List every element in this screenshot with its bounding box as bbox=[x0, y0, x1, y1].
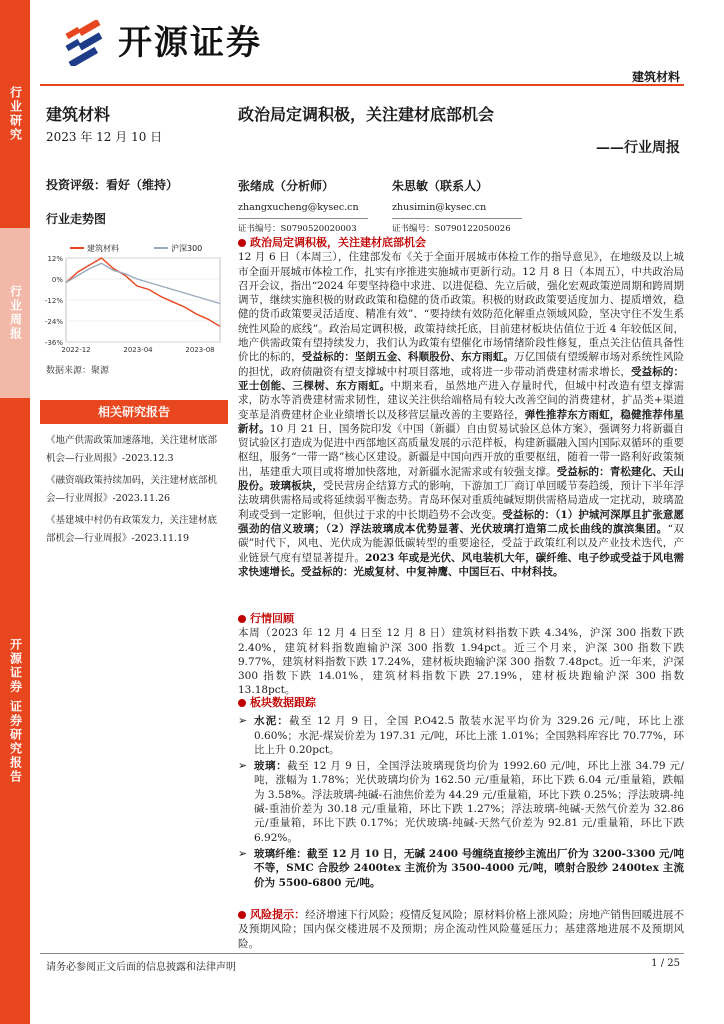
series-line-1 bbox=[66, 263, 220, 303]
analyst-email[interactable]: zhusimin@kysec.cn bbox=[392, 202, 487, 213]
footer-disclaimer: 请务必参阅正文后面的信息披露和法律声明 bbox=[46, 962, 236, 973]
section-heading: 政治局定调积极，关注建材底部机会 bbox=[238, 236, 684, 250]
kysec-logo-icon bbox=[64, 20, 108, 66]
section-heading: 板块数据跟踪 bbox=[238, 696, 684, 710]
section-view bbox=[238, 236, 684, 579]
page-number: 1 / 25 bbox=[651, 958, 680, 969]
related-report-item[interactable]: 《基建城中村仍有政策发力，关注建材底部机会—行业周报》-2023.11.19 bbox=[46, 515, 218, 544]
side-band-top bbox=[0, 0, 30, 228]
side-label-middle: 行业周报 bbox=[8, 285, 23, 341]
analyst-2 bbox=[392, 178, 522, 238]
section-heading: 行情回顾 bbox=[238, 612, 684, 626]
y-tick-label: 12% bbox=[47, 255, 63, 263]
side-label-top: 行业研究 bbox=[8, 86, 23, 142]
bullet-dot-icon bbox=[238, 239, 246, 247]
section-body: 本周（2023 年 12 月 4 日至 12 月 8 日）建筑材料指数下跌 4.34%，沪深 300 指数下跌 2.40%，建筑材料指数跑输沪深 300 指数 1.94pct。近三个月来，沪深 300 指数下跌 9.77%，建筑材料指数下跌 17.24%，建材板块跑输沪深 300 指数 7.48pct。近一年来，沪深 300 指数下跌 14.01%，建筑材料指数下跌 27.19%，建材板块跑输沪深 300 指数 13.18pct。 bbox=[238, 627, 684, 697]
y-tick-label: -36% bbox=[44, 339, 63, 347]
trend-title: 行业走势图 bbox=[46, 212, 107, 226]
trend-chart bbox=[40, 238, 228, 358]
bullet-dot-icon bbox=[238, 911, 246, 919]
x-tick-label: 2023-04 bbox=[123, 346, 153, 354]
section-body: 12 月 6 日（本周三），住建部发布《关于全面开展城市体检工作的指导意见》，在地级及以上城市全面开展城市体检工作，扎实有序推进实施城市更新行动。12 月 8 日（本周五），中共政治局召开会议，指出“2024 年要坚持稳中求进、以进促稳、先立后破，强化宏观政策逆周期和跨周期调节，继续实施积极的财政政策和稳健的货币政策。积极的财政政策要适度加力、提质增效，稳健的货币政策要灵活适度、精准有效”、“要持续有效防范化解重点领域风险，坚决守住不发生系统性风险的底线”。政治局定调积极，政策持续托底，目前建材板块估值位于近 4 年较低区间，地产供需政策有望持续发力，我们认为政策有望催化市场情绪阶段性修复，重点关注估值具备性价比的标的，受益标的：坚朗五金、科顺股份、东方雨虹。万亿国债有望缓解市场对系统性风险的担忧，政府债融资有望支撑城中村项目落地，或将进一步带动消费建材需求增长，受益标的：亚士创能、三棵树、东方雨虹。中期来看，虽然地产进入存量时代，但城中村改造有望支撑需求，防水等消费建材需求韧性，建议关注供给端格局有较大改善空间的消费建材，扩品类+渠道变革是消费建材企业业绩增长以及移营层量改善的主要路径，弹性推荐东方雨虹，稳健推荐伟星新材。10 月 21 日，国务院印发《中国（新疆）自由贸易试验区总体方案》，强调努力将新疆自贸试验区打造成为促进中西部地区高质量发展的示范样板，构建新疆融入国内国际双循环的重要枢纽，服务“一带一路”核心区建设。新疆是中国向西开放的重要枢纽，随着一带一路利好政策频出，基建重大项目或将增加快落地，对新疆水泥需求或有较强支撑。受益标的：青松建化、天山股份。玻璃板块，受民营房企结算方式的影响，下游加工厂商订单回暖节奏趋缓，预计下半年浮法玻璃供需格局或将延续弱平衡态势。青岛环保对重质纯碱短期供需格局造成一定扰动，玻璃盈利或受到一定影响，但供过于求的中长期趋势不会改变。受益标的：（1）护城河深厚且扩张意愿强劲的信义玻璃；（2）浮法玻璃成本优势显著、光伏玻璃打造第二成长曲线的旗滨集团。“双碳”时代下，风电、光伏成为能源低碳转型的重要途径，受益于政策红利以及产业技术迭代，产业链景气度有望显著提升。2023 年或是光伏、风电装机大年，碳纤维、电子纱或受益于风电需求快速增长。受益标的：光威复材、中复神鹰、中国巨石、中材科技。 bbox=[238, 251, 685, 578]
analyst-name: 张绪成（分析师） bbox=[238, 179, 335, 193]
analyst-cert: 证书编号：S0790122050026 bbox=[392, 218, 522, 238]
bullet-dot-icon bbox=[238, 615, 246, 623]
sector-tag: 建筑材料 bbox=[631, 70, 680, 84]
glass-item: ➢ 玻璃：截至 12 月 9 日，全国浮法玻璃现货均价为 1992.60 元/吨，环比上涨 34.79 元/吨，涨幅为 1.78%；光伏玻璃均价为 162.50 元/重量箱，环比下跌 6.04 元/重量箱，跌幅为 3.58%。浮法玻璃-纯碱-石油焦价差为 44.29 元/重量箱，环比下跌 0.25%；浮法玻璃-纯碱-重油价差为 30.18 元/重量箱，环比下跌 1.27%；浮法玻璃-纯碱-天然气价差为 32.86 元/重量箱，环比下跌 0.17%；光伏玻璃-纯碱-天然气价差为 92.81 元/重量箱，环比下跌 6.92%。 bbox=[238, 759, 684, 845]
legend-label: 建筑材料 bbox=[87, 244, 119, 253]
analyst-email[interactable]: zhangxucheng@kysec.cn bbox=[238, 202, 359, 213]
x-tick-label: 2022-12 bbox=[61, 346, 91, 354]
analyst-1 bbox=[238, 178, 368, 238]
side-label-bottom: 开源证券 证券研究报告 bbox=[8, 637, 23, 785]
x-tick-label: 2023-08 bbox=[185, 346, 215, 354]
analyst-cert: 证书编号：S0790520020003 bbox=[238, 218, 368, 238]
related-report-item[interactable]: 《融资端政策持续加码，关注建材底部机会—行业周报》-2023.11.26 bbox=[46, 475, 218, 504]
analyst-name: 朱思敏（联系人） bbox=[392, 179, 489, 193]
header-rule bbox=[40, 84, 684, 86]
section-body: 风险提示：经济增速下行风险；疫情反复风险；原材料价格上涨风险；房地产销售回暖进展不及预期风险；国内保交楼进展不及预期；房企流动性风险蔓延压力；基建落地进展不及预期风险。 bbox=[238, 908, 685, 950]
related-reports-list bbox=[46, 432, 226, 552]
related-reports-header: 相关研究报告 bbox=[40, 400, 228, 424]
related-report-item[interactable]: 《地产供需政策加速落地，关注建材底部机会—行业周报》-2023.12.3 bbox=[46, 435, 218, 464]
footer-rule bbox=[40, 953, 684, 954]
section-risk bbox=[238, 908, 684, 951]
investment-rating: 投资评级：看好（维持） bbox=[46, 178, 179, 192]
report-date: 2023 年 12 月 10 日 bbox=[46, 130, 163, 144]
y-tick-label: 0% bbox=[51, 276, 63, 284]
y-tick-label: -24% bbox=[44, 318, 63, 326]
fiberglass-item: ➢ 玻璃纤维：截至 12 月 10 日，无碱 2400 号缠绕直接纱主流出厂价为 3200-3300 元/吨不等，SMC 合股纱 2400tex 主流价为 3500-4000 元/吨，喷射合股纱 2400tex 主流价为 5500-6800 元/吨。 bbox=[238, 847, 684, 890]
y-tick-label: -12% bbox=[44, 297, 63, 305]
section-market-review bbox=[238, 612, 684, 698]
bullet-dot-icon bbox=[238, 699, 246, 707]
cement-item: ➢ 水泥：截至 12 月 9 日，全国 P.O42.5 散装水泥平均价为 329.26 元/吨，环比上涨 0.60%；水泥-煤炭价差为 197.31 元/吨，环比上涨 1.01%；全国熟料库容比 70.77%，环比上升 0.20pct。 bbox=[238, 714, 684, 757]
sector-name: 建筑材料 bbox=[46, 105, 111, 124]
page-title: 政治局定调积极，关注建材底部机会 bbox=[238, 105, 495, 124]
section-data-tracking bbox=[238, 696, 684, 892]
side-band-middle bbox=[0, 228, 30, 398]
page-subtitle: ——行业周报 bbox=[596, 140, 680, 156]
legend-label: 沪深300 bbox=[171, 244, 203, 253]
data-source: 数据来源：聚源 bbox=[46, 366, 110, 376]
brand-logo-text: 开源证券 bbox=[118, 23, 262, 63]
side-band-bottom bbox=[0, 398, 30, 1024]
